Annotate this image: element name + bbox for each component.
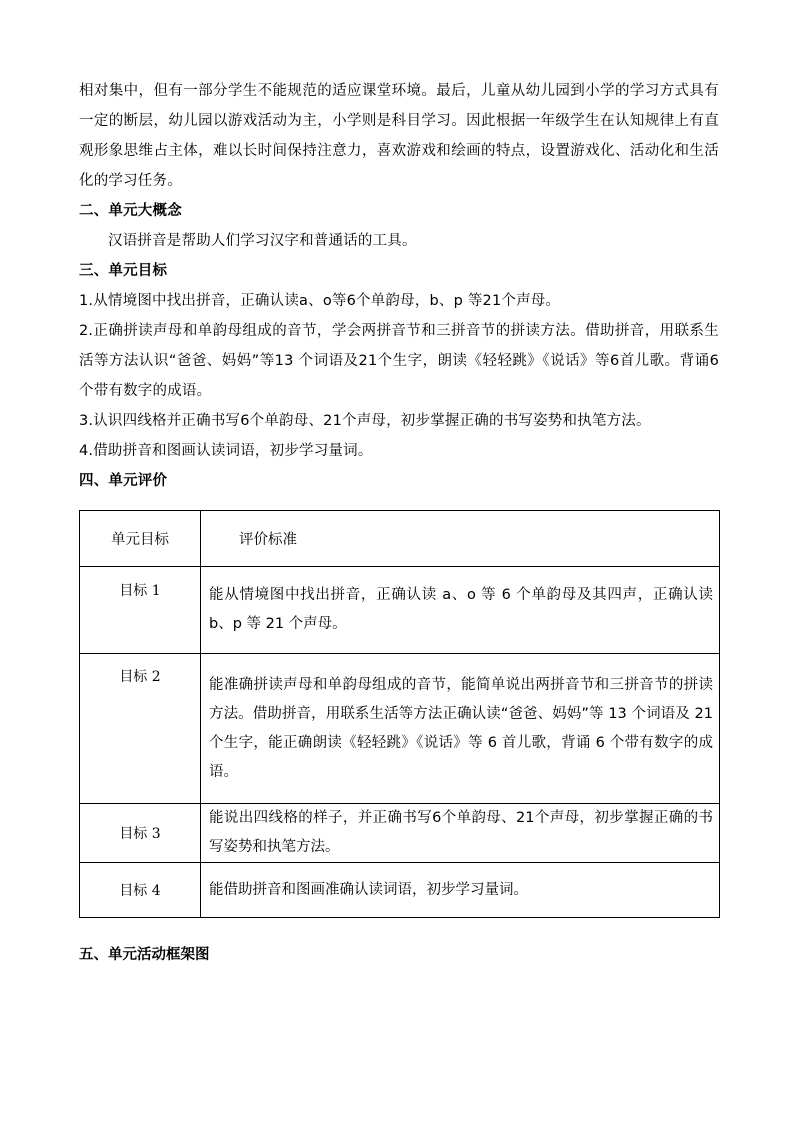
table-row-label: 目标 1 (80, 567, 201, 654)
table-row (80, 567, 720, 654)
document-body (79, 76, 719, 496)
table-header-row (80, 511, 720, 567)
table-row-content: 能从情境图中找出拼音，正确认读 a、o 等 6 个单韵母及其四声，正确认读 b、p 等 21 个声母。 (201, 567, 720, 654)
table-row-content: 能准确拼读声母和单韵母组成的音节，能简单说出两拼音节和三拼音节的拼读方法。借助拼音，用联系生活等方法正确认读“爸爸、妈妈”等 13 个词语及 21 个生字，能正确朗读《轻轻跳》《说话》等 6 首儿歌，背诵 6 个带有数字的成语。 (201, 654, 720, 804)
table-row (80, 863, 720, 918)
table-row (80, 804, 720, 863)
section-5-heading: 五、单元活动框架图 (79, 947, 210, 963)
table-header-goal: 单元目标 (80, 511, 201, 567)
table-row (80, 654, 720, 804)
table-row-content: 能说出四线格的样子，并正确书写6个单韵母、21个声母，初步掌握正确的书写姿势和执笔方法。 (201, 804, 720, 863)
goal-item-3: 3.认识四线格并正确书写6个单韵母、21个声母，初步掌握正确的书写姿势和执笔方法。 (79, 413, 651, 429)
section-4-heading: 四、单元评价 (79, 473, 168, 489)
table-header-criteria: 评价标准 (201, 511, 720, 567)
table-row-label: 目标 3 (80, 804, 201, 863)
section-2-heading: 二、单元大概念 (79, 203, 182, 219)
table-row-content: 能借助拼音和图画准确认读词语，初步学习量词。 (201, 863, 720, 918)
table-row-label: 目标 4 (80, 863, 201, 918)
goal-item-4: 4.借助拼音和图画认读词语，初步学习量词。 (79, 443, 373, 459)
table-row-label: 目标 2 (80, 654, 201, 804)
section-3-heading: 三、单元目标 (79, 263, 168, 279)
evaluation-table (79, 510, 720, 918)
section-2-text: 汉语拼音是帮助人们学习汉字和普通话的工具。 (108, 233, 417, 249)
intro-paragraph: 相对集中，但有一部分学生不能规范的适应课堂环境。最后，儿童从幼儿园到小学的学习方式具有一定的断层，幼儿园以游戏活动为主，小学则是科目学习。因此根据一年级学生在认知规律上有直观形象思维占主体，难以长时间保持注意力，喜欢游戏和绘画的特点，设置游戏化、活动化和生活化的学习任务。 (79, 83, 719, 189)
goal-item-1: 1.从情境图中找出拼音，正确认读a、o等6个单韵母，b、p 等21个声母。 (79, 293, 561, 309)
goal-item-2: 2.正确拼读声母和单韵母组成的音节，学会两拼音节和三拼音节的拼读方法。借助拼音，用联系生活等方法认识“爸爸、妈妈”等13 个词语及21个生字，朗读《轻轻跳》《说话》等6首儿歌。背诵6个带有数字的成语。 (79, 323, 719, 399)
